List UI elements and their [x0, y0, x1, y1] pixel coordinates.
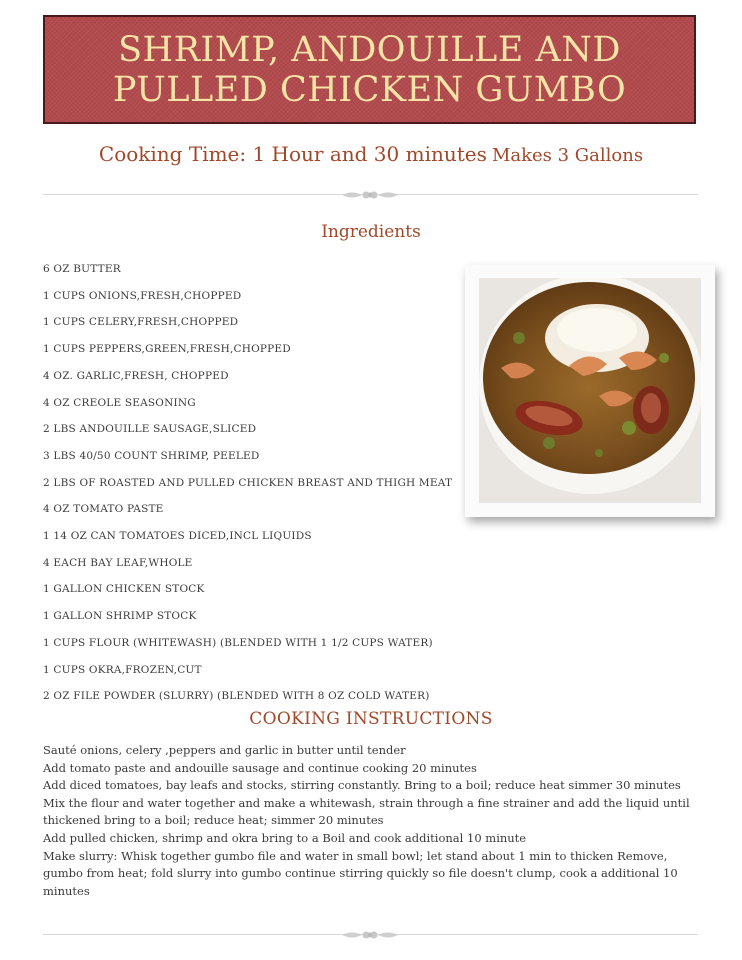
ingredient-item: 3 LBS 40/50 COUNT SHRIMP, PEELED — [43, 449, 260, 462]
instruction-step: Make slurry: Whisk together gumbo file and water in small bowl; let stand about 1 min to thicken Remove, gumbo from heat; fold slurry into gumbo continue stirring quickly so file doesn't clump, cook a additional 10 minutes — [43, 848, 678, 898]
instruction-step: Mix the flour and water together and make a whitewash, strain through a fine strainer and add the liquid until thickened bring to a boil; reduce heat; simmer 20 minutes — [43, 795, 690, 828]
title-banner — [43, 15, 696, 124]
ingredient-item: 1 GALLON CHICKEN STOCK — [43, 583, 205, 596]
ingredient-item: 4 OZ TOMATO PASTE — [43, 503, 164, 516]
gumbo-photo — [479, 278, 701, 503]
ornament-divider-icon — [340, 928, 400, 942]
ingredient-item: 4 EACH BAY LEAF,WHOLE — [43, 556, 193, 569]
ingredient-item: 4 OZ CREOLE SEASONING — [43, 396, 196, 409]
ingredient-item: 6 OZ BUTTER — [43, 263, 121, 275]
ingredient-item: 1 GALLON SHRIMP STOCK — [43, 610, 197, 623]
instructions-heading: COOKING INSTRUCTIONS — [249, 709, 493, 729]
ornament-divider-icon — [340, 188, 400, 202]
ingredient-item: 2 LBS ANDOUILLE SAUSAGE,SLICED — [43, 423, 257, 436]
gumbo-photo-frame — [465, 265, 715, 517]
instruction-step: Add diced tomatoes, bay leafs and stocks, stirring constantly. Bring to a boil; reduce heat simmer 30 minutes — [43, 778, 681, 793]
ingredient-item: 1 CUPS OKRA,FROZEN,CUT — [43, 663, 202, 676]
recipe-subtitle — [0, 142, 742, 166]
title-line-1: SHRIMP, ANDOUILLE AND — [118, 29, 621, 70]
instruction-step: Sauté onions, celery ,peppers and garlic in butter until tender — [43, 743, 406, 757]
bottom-divider — [43, 928, 698, 942]
cooking-time: Cooking Time: 1 Hour and 30 minutes — [98, 142, 487, 166]
ingredient-item: 2 LBS OF ROASTED AND PULLED CHICKEN BREAST AND THIGH MEAT — [43, 476, 453, 489]
ingredient-item: 4 OZ. GARLIC,FRESH, CHOPPED — [43, 369, 229, 382]
ingredients-list — [43, 256, 452, 710]
ingredient-item: 1 CUPS CELERY,FRESH,CHOPPED — [43, 316, 239, 329]
recipe-yield: Makes 3 Gallons — [491, 145, 644, 166]
ingredient-item: 1 CUPS ONIONS,FRESH,CHOPPED — [43, 289, 242, 302]
ingredient-item: 1 CUPS PEPPERS,GREEN,FRESH,CHOPPED — [43, 343, 291, 356]
title-line-2: PULLED CHICKEN GUMBO — [112, 69, 627, 110]
ingredient-item: 1 CUPS FLOUR (WHITEWASH) (BLENDED WITH 1 1/2 CUPS WATER) — [43, 636, 433, 649]
ingredients-heading: Ingredients — [321, 222, 421, 242]
instruction-step: Add tomato paste and andouille sausage and continue cooking 20 minutes — [43, 760, 477, 775]
top-divider — [43, 188, 698, 202]
instruction-step: Add pulled chicken, shrimp and okra bring to a Boil and cook additional 10 minute — [43, 830, 527, 845]
ingredient-item: 2 OZ FILE POWDER (SLURRY) (BLENDED WITH 8 OZ COLD WATER) — [43, 690, 430, 703]
ingredient-item: 1 14 OZ CAN TOMATOES DICED,INCL LIQUIDS — [43, 530, 312, 543]
instructions-list — [43, 742, 703, 900]
